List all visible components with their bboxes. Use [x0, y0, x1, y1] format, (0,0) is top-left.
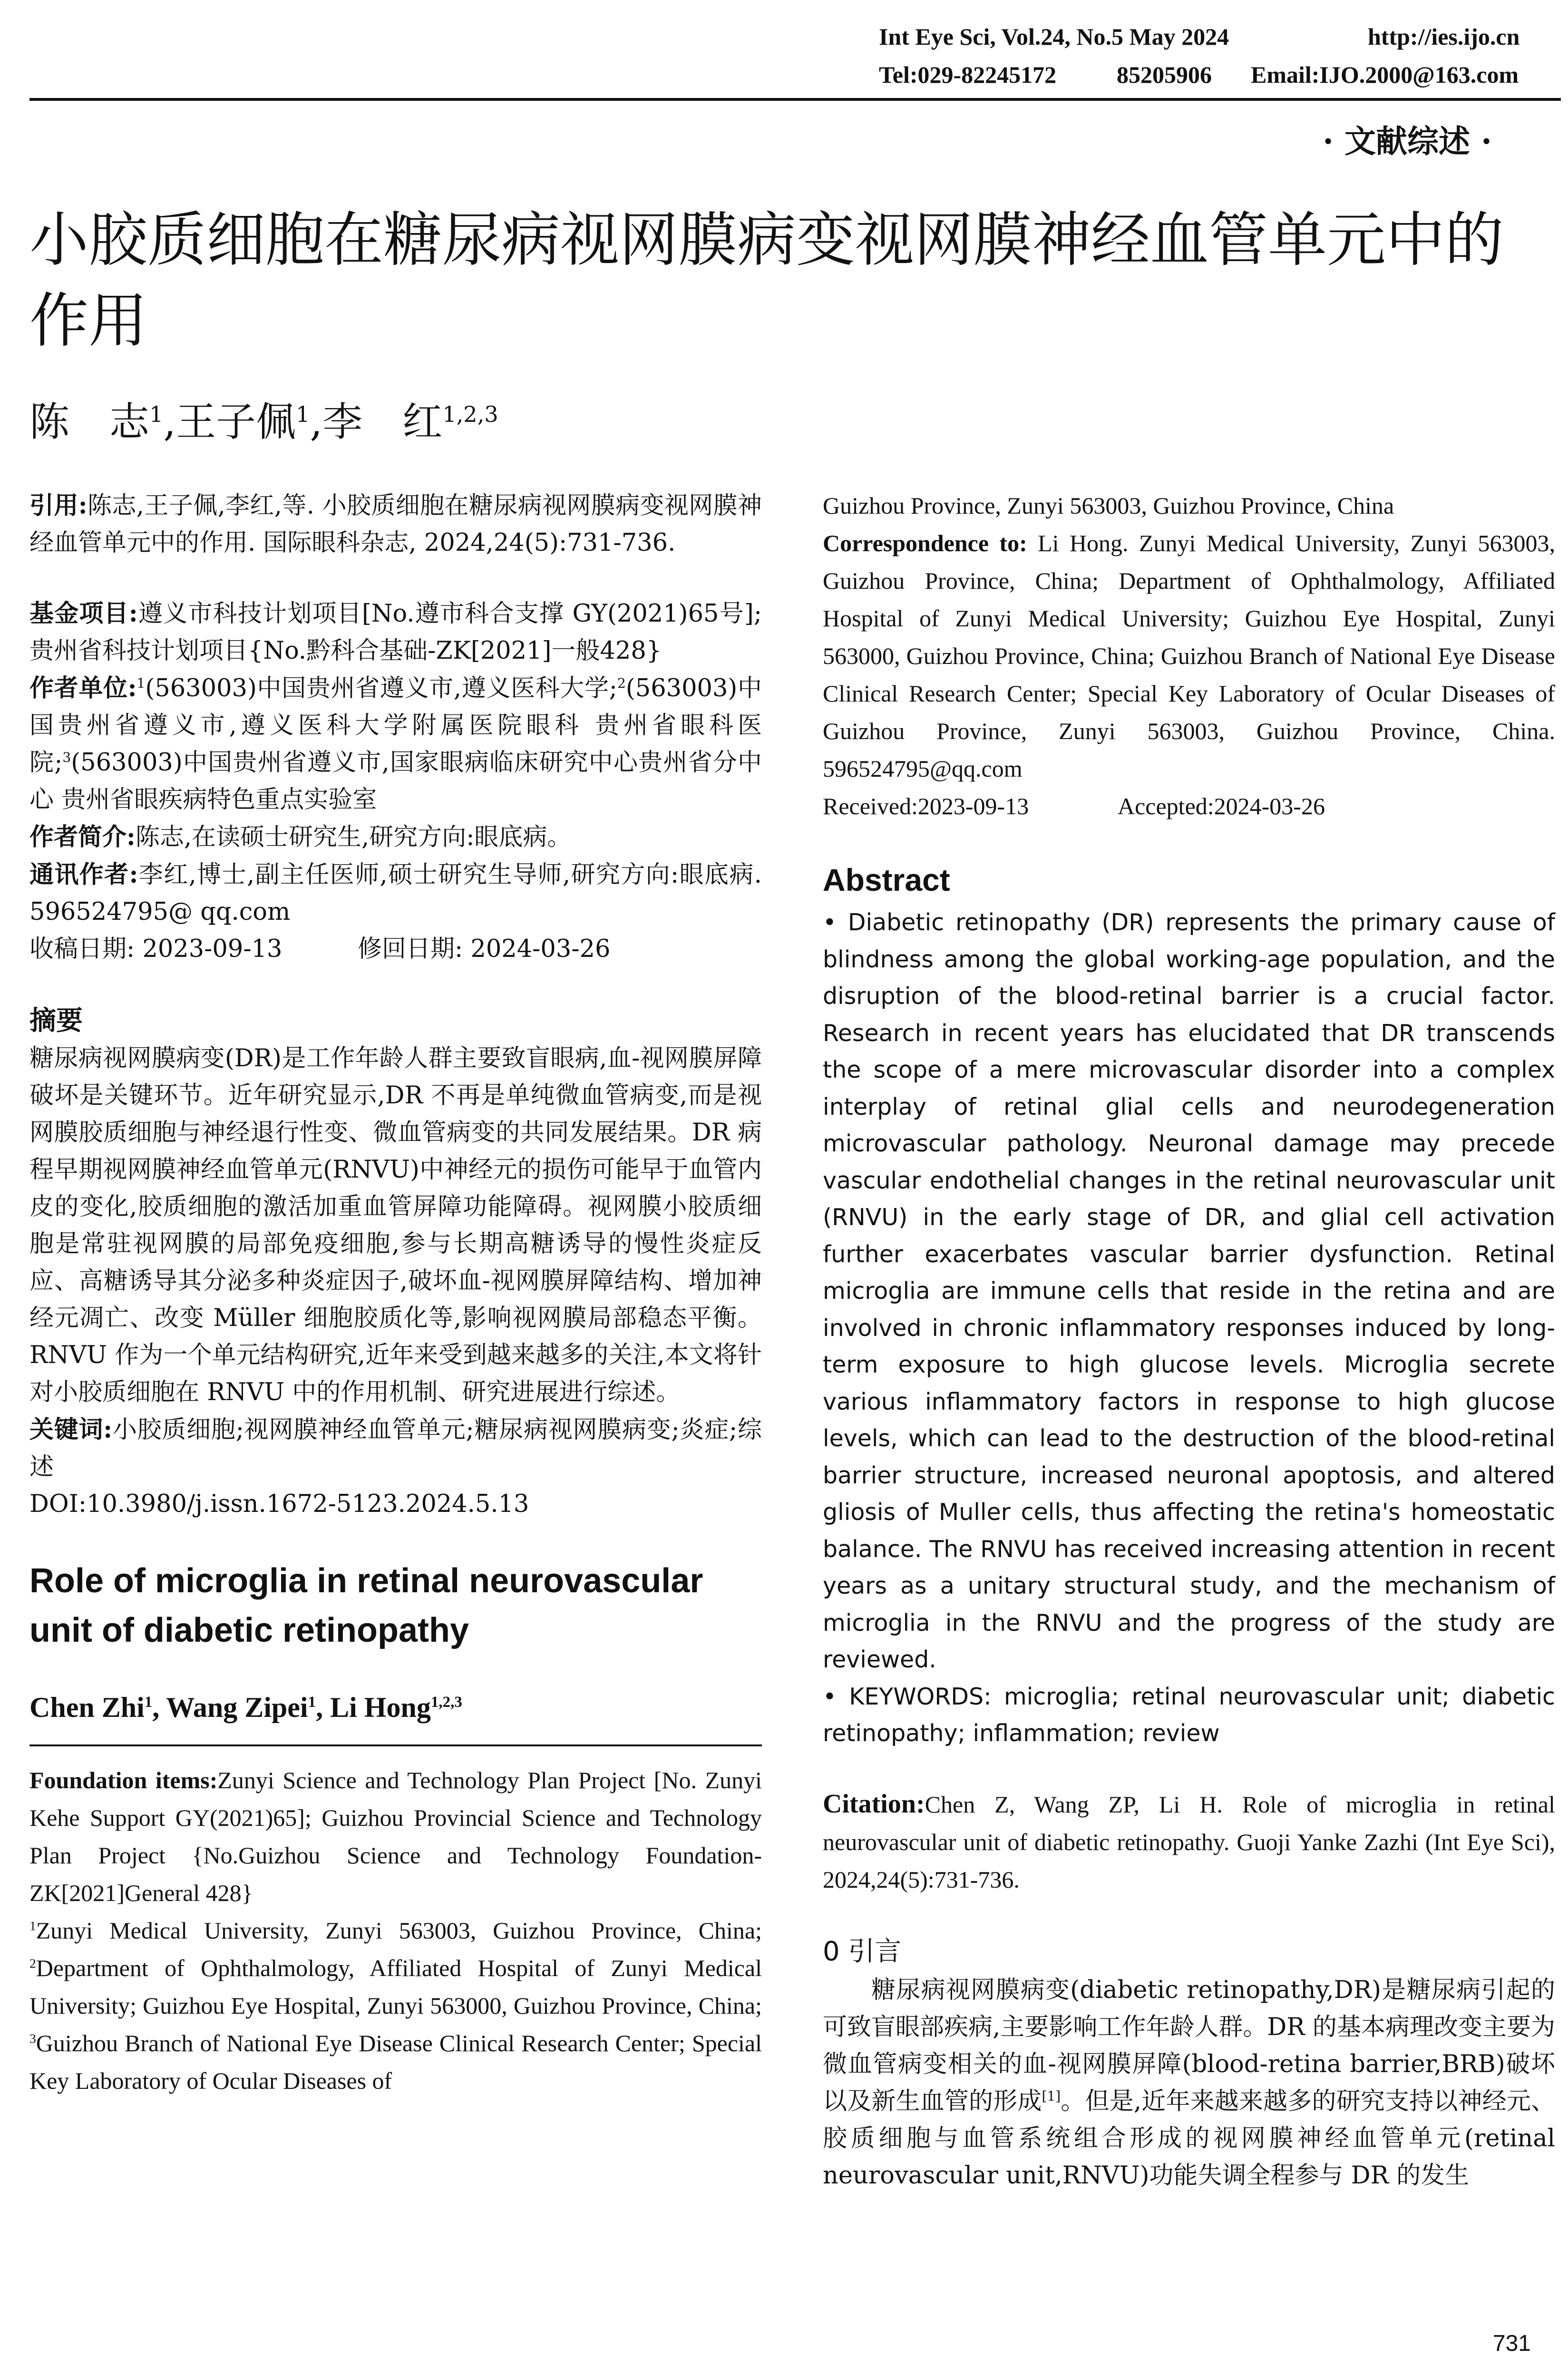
- dates-cn: [29, 931, 762, 968]
- fund-cn-text: 遵义市科技计划项目[No.遵市科合支撑 GY(2021)65号];贵州省科技计划项目{No.黔科合基础-ZK[2021]一般428}: [29, 600, 762, 665]
- affil-cn-2: (563003)中国贵州省遵义市,遵义医科大学附属医院眼科 贵州省眼科医院;: [29, 674, 762, 777]
- affil-en-1: Zunyi Medical University, Zunyi 563003, Guizhou Province, China;: [36, 1917, 762, 1944]
- header-tel2: 85205906: [1117, 61, 1212, 88]
- affil-en-3: Guizhou Branch of National Eye Disease Clinical Research Center; Special Key Laboratory of Ocular Diseases of: [29, 2030, 762, 2094]
- fund-cn-label: 基金项目:: [29, 599, 138, 628]
- authors-en: Chen Zhi$^1$, Wang Zipei$^1$, Li Hong$^{1,2,3}$: [29, 1692, 462, 1723]
- citation-cn: [29, 487, 762, 562]
- bio-cn-text: 陈志,在读硕士研究生,研究方向:眼底病。: [135, 823, 572, 851]
- foundation-en-label: Foundation items:: [29, 1767, 218, 1793]
- author-cn-sup: 1: [149, 401, 164, 427]
- received-en: Received:2023-09-13: [823, 793, 1029, 819]
- divider-rule: [29, 1744, 762, 1746]
- revised-cn: 修回日期: 2024-03-26: [358, 935, 611, 963]
- bio-cn: [29, 818, 762, 856]
- article-title: 小胶质细胞在糖尿病视网膜病变视网膜神经血管单元中的作用: [29, 206, 1504, 355]
- header-email[interactable]: Email:IJO.2000@163.com: [1251, 61, 1519, 88]
- abstract-en-text: • Diabetic retinopathy (DR) represents the primary cause of blindness among the global working-age population, and the disruption of the blood-retinal barrier is a crucial factor. Research in recent years has elucidated that DR transcends the scope of a mere microvascular disorder into a complex interplay of retinal glial cells and neurodegeneration microvascular pathology. Neuronal damage may precede vascular endothelial changes in the retinal neurovascular unit (RNVU) in the early stage of DR, and glial cell activation further exacerbates vascular barrier dysfunction. Retinal microglia are immune cells that reside in the retina and are involved in chronic inflammatory responses induced by long-term exposure to high glucose levels. Microglia secrete various inflammatory factors in response to high glucose levels, which can lead to the destruction of the blood-retinal barrier structure, increased neuronal apoptosis, and altered gliosis of Muller cells, thus affecting the retina's homeostatic balance. The RNVU has received increasing attention in recent years as a unitary structural study, and the mechanism of microglia in the RNVU and the progress of the study are reviewed.: [823, 909, 1555, 1673]
- citation-en: [823, 1785, 1555, 1899]
- title-en: Role of microglia in retinal neurovascular unit of diabetic retinopathy: [29, 1562, 703, 1649]
- author-en-name: Li Hong: [330, 1692, 431, 1723]
- intro-ref[interactable]: [1]: [1042, 2088, 1061, 2104]
- affil-cn-1: (563003)中国贵州省遵义市,遵义医科大学;: [145, 674, 617, 702]
- header-tel: Tel:029-82245172: [879, 61, 1057, 88]
- correspondence-en-text: Li Hong. Zunyi Medical University, Zunyi 563003, Guizhou Province, China; Department of Ophthalmology, Affiliated Hospital of Zunyi Medical University; Guizhou Eye Hospital, Zunyi 563000, Guizhou Province, China; Guizhou Branch of National Eye Disease Clinical Research Center; Special Key Laboratory of Ocular Diseases of Guizhou Province, Zunyi 563003, Guizhou Province, China. 596524795@qq.com: [823, 530, 1555, 782]
- affil-en-cont: Guizhou Province, Zunyi 563003, Guizhou Province, China: [823, 492, 1394, 519]
- author-cn-name: 陈 志: [29, 399, 150, 445]
- dates-en: [823, 788, 1555, 825]
- corr-cn: [29, 856, 762, 931]
- author-en-name: Wang Zipei: [166, 1692, 308, 1723]
- intro-text: 糖尿病视网膜病变(diabetic retinopathy,DR)是糖尿病引起的可致盲眼部疾病,主要影响工作年龄人群。DR 的基本病理改变主要为微血管病变相关的血-视网膜屏障(blood-retina barrier,BRB)破坏以及新生血管的形成[1]。但是,近年来越来越多的研究支持以神经元、胶质细胞与血管系统组合形成的视网膜神经血管单元(retinal neurovascular unit,RNVU)功能失调全程参与 DR 的发生: [823, 1976, 1555, 2190]
- author-cn-name: 王子佩: [176, 399, 296, 445]
- foundation-en-text: Zunyi Science and Technology Plan Project [No. Zunyi Kehe Support GY(2021)65]; Guizhou Provincial Science and Technology Plan Project {No.Guizhou Science and Technology Foundation-ZK[2021]General 428}: [29, 1767, 762, 1906]
- bio-cn-label: 作者简介:: [29, 823, 136, 851]
- author-cn-name: 李 红: [322, 399, 443, 445]
- author-cn-sup: 1,2,3: [442, 401, 498, 427]
- correspondence-en-label: Correspondence to:: [823, 530, 1027, 556]
- page-number: 731: [1492, 2331, 1531, 2356]
- affil-en-2: Department of Ophthalmology, Affiliated Hospital of Zunyi Medical University; Guizhou Eye Hospital, Zunyi 563000, Guizhou Province, China;: [29, 1955, 762, 2019]
- keywords-cn: [29, 1411, 762, 1486]
- header-url[interactable]: http://ies.ijo.cn: [1368, 23, 1520, 50]
- right-column: [823, 487, 1555, 2194]
- keywords-cn-text: 小胶质细胞;视网膜神经血管单元;糖尿病视网膜病变;炎症;综述: [29, 1416, 762, 1481]
- intro-heading: 0 引言: [823, 1936, 902, 1967]
- citation-cn-text: 陈志,王子佩,李红,等. 小胶质细胞在糖尿病视网膜病变视网膜神经血管单元中的作用. 国际眼科杂志, 2024,24(5):731-736.: [29, 492, 762, 557]
- affil-en: $^1$Zunyi Medical University, Zunyi 563003, Guizhou Province, China; $^2$Department of Ophthalmology, Affiliated Hospital of Zunyi Medical University; Guizhou Eye Hospital, Zunyi 563000, Guizhou Province, China; $^3$Guizhou Branch of National Eye Disease Clinical Research Center; Special Key Laboratory of Ocular Diseases of: [29, 1917, 762, 2094]
- authors-cn: 陈 志$^1$,王子佩$^1$,李 红$^{1,2,3}$: [29, 399, 498, 445]
- correspondence-en: [823, 525, 1555, 788]
- citation-en-text: Chen Z, Wang ZP, Li H. Role of microglia in retinal neurovascular unit of diabetic retinopathy. Guoji Yanke Zazhi (Int Eye Sci), 2024,24(5):731-736.: [823, 1791, 1555, 1893]
- header-journal: Int Eye Sci, Vol.24, No.5 May 2024: [879, 23, 1229, 50]
- keywords-cn-label: 关键词:: [29, 1415, 113, 1444]
- fund-cn: [29, 595, 762, 670]
- affil-cn: 作者单位:$^1$(563003)中国贵州省遵义市,遵义医科大学;$^2$(563003)中国贵州省遵义市,遵义医科大学附属医院眼科 贵州省眼科医院;$^3$(563003)中国贵州省遵义市,国家眼病临床研究中心贵州省分中心 贵州省眼疾病特色重点实验室: [29, 674, 762, 814]
- received-cn: 收稿日期: 2023-09-13: [29, 935, 282, 963]
- corr-cn-label: 通讯作者:: [29, 860, 138, 889]
- author-en-name: Chen Zhi: [29, 1692, 145, 1723]
- left-column: [29, 487, 762, 2100]
- header-rule: [29, 98, 1561, 101]
- keywords-en: • KEYWORDS: microglia; retinal neurovascular unit; diabetic retinopathy; inflammation; review: [823, 1683, 1555, 1747]
- doi[interactable]: DOI:10.3980/j.issn.1672-5123.2024.5.13: [29, 1490, 529, 1518]
- abstract-en-heading: Abstract: [823, 862, 950, 897]
- abstract-cn-heading: 摘要: [29, 1005, 83, 1036]
- affil-cn-3: (563003)中国贵州省遵义市,国家眼病临床研究中心贵州省分中心 贵州省眼疾病特色重点实验室: [29, 749, 762, 814]
- citation-en-label: Citation:: [823, 1789, 925, 1819]
- accepted-en: Accepted:2024-03-26: [1118, 793, 1325, 819]
- citation-cn-label: 引用:: [29, 491, 88, 520]
- abstract-cn-text: 糖尿病视网膜病变(DR)是工作年龄人群主要致盲眼病,血-视网膜屏障破坏是关键环节。近年研究显示,DR 不再是单纯微血管病变,而是视网膜胶质细胞与神经退行性变、微血管病变的共同发展结果。DR 病程早期视网膜神经血管单元(RNVU)中神经元的损伤可能早于血管内皮的变化,胶质细胞的激活加重血管屏障功能障碍。视网膜小胶质细胞是常驻视网膜的局部免疫细胞,参与长期高糖诱导的慢性炎症反应、高糖诱导其分泌多种炎症因子,破坏血-视网膜屏障结构、增加神经元凋亡、改变 Müller 细胞胶质化等,影响视网膜局部稳态平衡。RNVU 作为一个单元结构研究,近年来受到越来越多的关注,本文将针对小胶质细胞在 RNVU 中的作用机制、研究进展进行综述。: [29, 1044, 762, 1406]
- affil-cn-label: 作者单位:: [29, 674, 137, 702]
- corr-cn-text: 李红,博士,副主任医师,硕士研究生导师,研究方向:眼底病. 596524795@ qq.com: [29, 861, 762, 926]
- foundation-en: [29, 1762, 762, 1912]
- author-cn-sup: 1: [296, 401, 310, 427]
- section-tag: · 文献综述 ·: [1323, 123, 1492, 160]
